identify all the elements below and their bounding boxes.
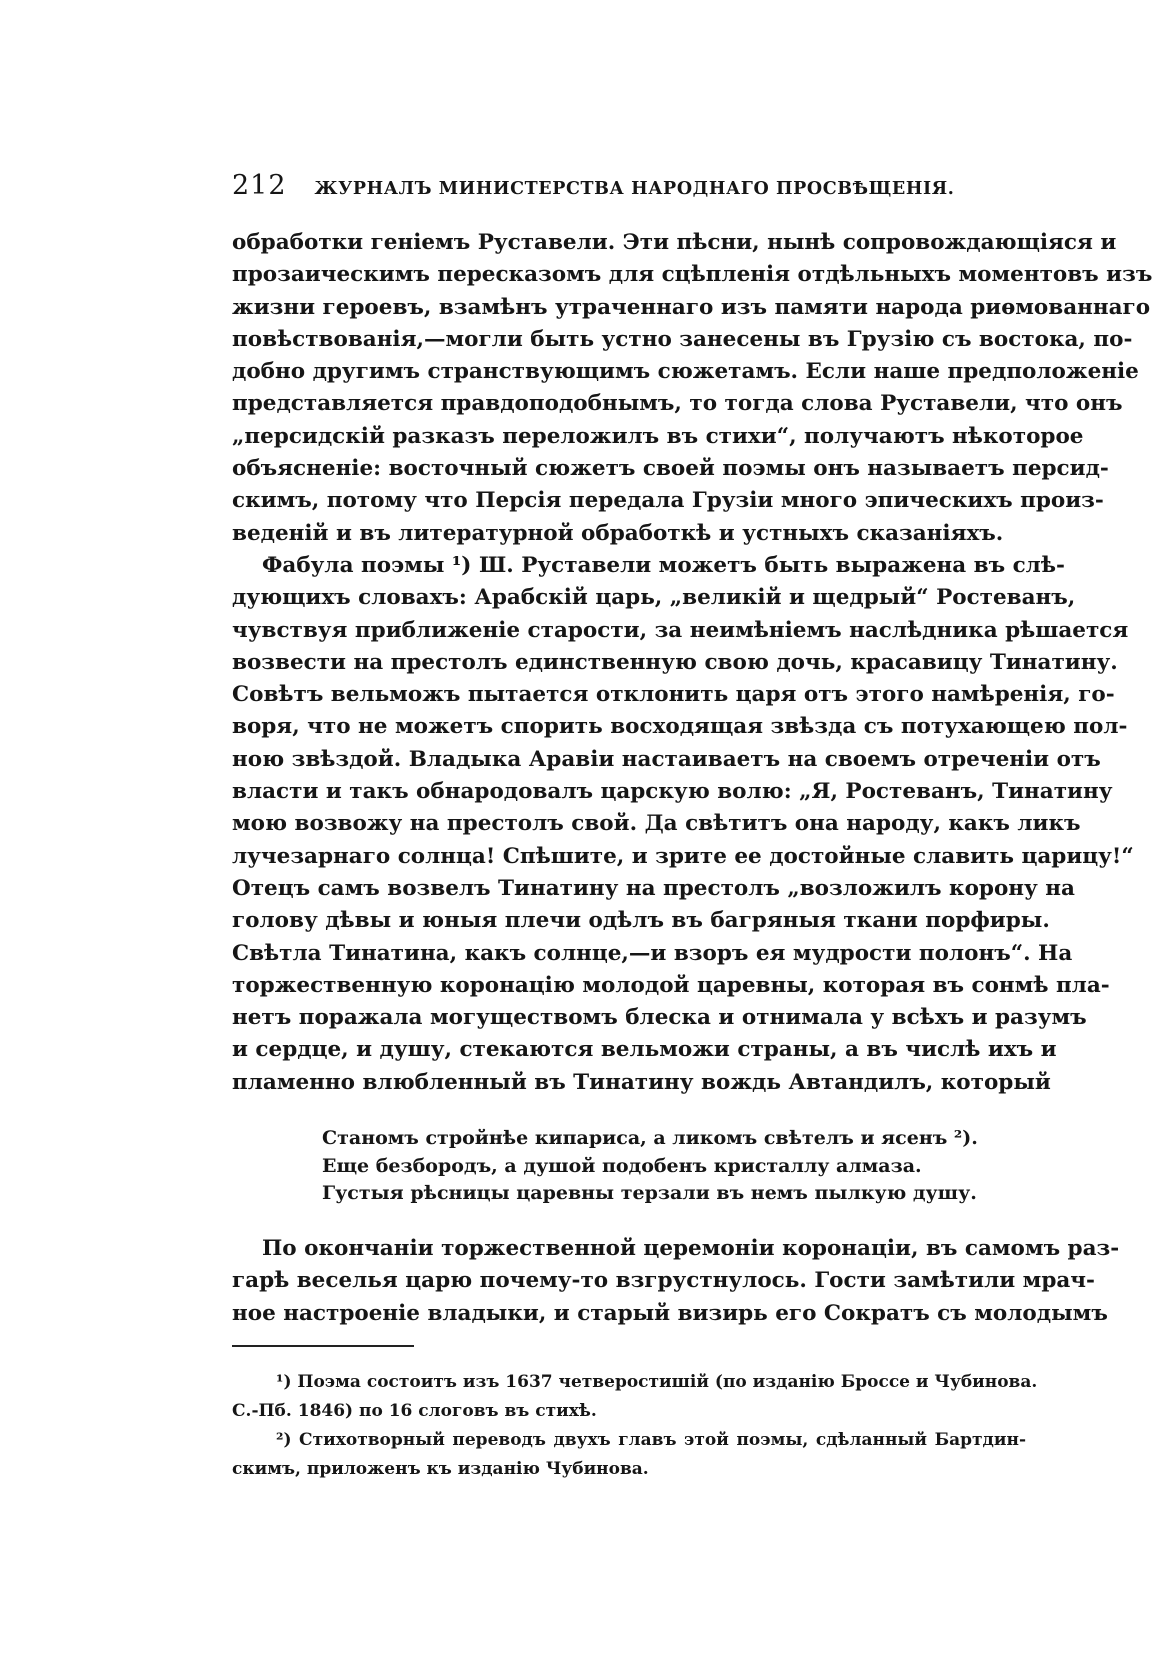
text-line: веденій и въ литературной обработкѣ и устныхъ сказаніяхъ.: [232, 520, 1004, 546]
text-line: Фабула поэмы ¹) Ш. Руставели можетъ быть выражена въ слѣ-: [262, 553, 1065, 578]
text-line: объясненіе: восточный сюжетъ своей поэмы онъ называетъ персид-: [232, 456, 1109, 482]
text-line: Свѣтла Тинатина, какъ солнце,—и взоръ ея мудрости полонъ“. На: [232, 940, 1073, 966]
verse-quote: [322, 1125, 978, 1208]
verse-line: Еще безбородъ, а душой подобенъ кристаллу алмаза.: [322, 1154, 922, 1177]
text-line: дующихъ словахъ: Арабскій царь, „великій и щедрый“ Ростеванъ,: [232, 585, 1076, 611]
text-line: повѣствованія,—могли быть устно занесены въ Грузію съ востока, по-: [232, 326, 1133, 352]
text-line: Отецъ самъ возвелъ Тинатину на престолъ „возложилъ корону на: [232, 875, 1075, 901]
text-line: и сердце, и душу, стекаются вельможи страны, а въ числѣ ихъ и: [232, 1037, 1057, 1063]
text-line: „персидскій разказъ переложилъ въ стихи“, получаютъ нѣкоторое: [232, 423, 1084, 449]
text-line: пламенно влюбленный въ Тинатину вождь Автандилъ, который: [232, 1069, 1051, 1095]
text-line: торжественную коронацію молодой царевны, которая въ сонмѣ пла-: [232, 972, 1110, 998]
paragraph-3: [232, 1233, 1120, 1330]
text-line: ною звѣздой. Владыка Аравіи настаиваетъ на своемъ отреченіи отъ: [232, 746, 1101, 772]
running-title: ЖУРНАЛЪ МИНИСТЕРСТВА НАРОДНАГО ПРОСВѢЩЕНІЯ.: [314, 179, 955, 199]
text-line: представляется правдоподобнымъ, то тогда слова Руставели, что онъ: [232, 391, 1123, 417]
text-line: лучезарнаго солнца! Спѣшите, и зрите ее достойные славить царицу!“: [232, 843, 1134, 869]
text-line: прозаическимъ пересказомъ для сцѣпленія отдѣльныхъ моментовъ изъ: [232, 262, 1152, 288]
text-line: жизни героевъ, взамѣнъ утраченнаго изъ памяти народа риѳмованнаго: [232, 294, 1151, 320]
paragraph-1: [232, 227, 1152, 550]
footnotes: [232, 1368, 1038, 1484]
text-line: возвести на престолъ единственную свою дочь, красавицу Тинатину.: [232, 649, 1118, 675]
text-line: мою возвожу на престолъ свой. Да свѣтитъ она народу, какъ ликъ: [232, 811, 1081, 837]
text-line: голову дѣвы и юныя плечи одѣлъ въ багряныя ткани порфиры.: [232, 908, 1050, 934]
footnote-line: ¹) Поэма состоитъ изъ 1637 четверостишій (по изданію Броссе и Чубинова.: [276, 1372, 1038, 1392]
text-line: власти и такъ обнародовалъ царскую волю: „Я, Ростеванъ, Тинатину: [232, 779, 1113, 805]
text-line: ное настроеніе владыки, и старый визирь его Сократъ съ молодымъ: [232, 1300, 1108, 1326]
page-number: 212: [232, 170, 287, 201]
footnote-divider: [232, 1345, 414, 1347]
text-line: добно другимъ странствующимъ сюжетамъ. Если наше предположеніе: [232, 359, 1139, 385]
text-line: воря, что не можетъ спорить восходящая звѣзда съ потухающею пол-: [232, 714, 1128, 740]
verse-line: Станомъ стройнѣе кипариса, а ликомъ свѣтелъ и ясенъ ²).: [322, 1127, 978, 1149]
paragraph-2: [232, 550, 1134, 1099]
text-line: скимъ, потому что Персія передала Грузіи много эпическихъ произ-: [232, 488, 1104, 514]
footnote-line: С.-Пб. 1846) по 16 слоговъ въ стихѣ.: [232, 1401, 597, 1421]
text-line: чувствуя приближеніе старости, за неимѣніемъ наслѣдника рѣшается: [232, 617, 1129, 643]
footnote-line: ²) Стихотворный переводъ двухъ главъ этой поэмы, сдѣланный Бартдин-: [276, 1430, 1026, 1450]
text-line: Совѣтъ вельможъ пытается отклонить царя отъ этого намѣренія, го-: [232, 682, 1115, 708]
text-line: нетъ поражала могуществомъ блеска и отнимала у всѣхъ и разумъ: [232, 1005, 1087, 1031]
text-line: гарѣ веселья царю почему-то взгрустнулось. Гости замѣтили мрач-: [232, 1268, 1095, 1294]
page-header: [232, 170, 955, 206]
text-line: обработки геніемъ Руставели. Эти пѣсни, нынѣ сопровождающіяся и: [232, 230, 1117, 255]
footnote-line: скимъ, приложенъ къ изданію Чубинова.: [232, 1459, 649, 1479]
verse-line: Густыя рѣсницы царевны терзали въ немъ пылкую душу.: [322, 1182, 977, 1204]
text-line: По окончаніи торжественной церемоніи коронаціи, въ самомъ раз-: [262, 1236, 1120, 1261]
